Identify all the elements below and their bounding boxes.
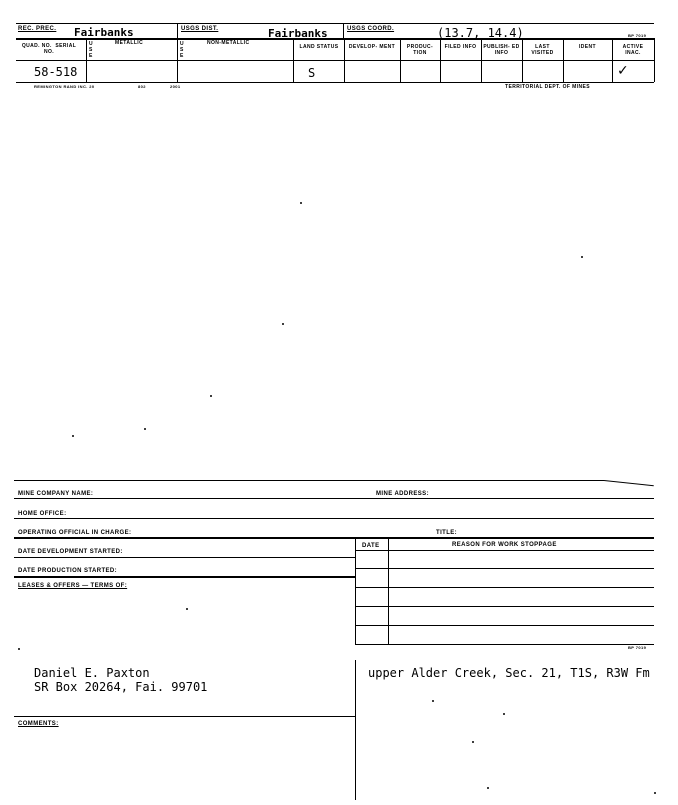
bottom-divider bbox=[355, 660, 356, 800]
owner-address: SR Box 20264, Fai. 99701 bbox=[34, 680, 208, 694]
date-development-label: DATE DEVELOPMENT STARTED: bbox=[18, 549, 123, 555]
col-development: DEVELOP- MENT bbox=[348, 44, 396, 50]
scan-speck bbox=[210, 395, 212, 397]
usgs-coord-label: USGS COORD. bbox=[347, 26, 395, 32]
corner-code: BP 7019 bbox=[628, 33, 647, 38]
scan-speck bbox=[654, 792, 656, 794]
col-use-metallic: U S E bbox=[89, 41, 94, 59]
stoppage-date-sep bbox=[388, 537, 389, 645]
usgs-dist-label: USGS DIST. bbox=[181, 26, 219, 32]
col-sep-pub bbox=[522, 38, 523, 82]
mine-location: upper Alder Creek, Sec. 21, T1S, R3W Fm bbox=[368, 666, 650, 680]
development-line bbox=[14, 557, 355, 558]
col-last-visited: LAST VISITED bbox=[531, 44, 554, 56]
leases-label: LEASES & OFFERS — TERMS OF: bbox=[18, 583, 128, 589]
col-active-inac: ACTIVE INAC. bbox=[622, 44, 644, 56]
mine-company-name-label: MINE COMPANY NAME: bbox=[18, 491, 94, 497]
scan-speck bbox=[282, 323, 284, 325]
active-check-mark: ✓ bbox=[617, 63, 629, 79]
scan-speck bbox=[487, 787, 489, 789]
mine-address-label: MINE ADDRESS: bbox=[376, 491, 429, 497]
official-line bbox=[14, 537, 654, 539]
usgs-coord-value: (13.7, 14.4) bbox=[437, 26, 524, 40]
scan-speck bbox=[186, 608, 188, 610]
col-sep-right bbox=[654, 38, 655, 82]
stoppage-header-line bbox=[355, 550, 654, 551]
top-border bbox=[16, 23, 654, 24]
col-ident: IDENT bbox=[579, 44, 596, 50]
scan-speck bbox=[432, 700, 434, 702]
scan-speck bbox=[503, 713, 505, 715]
stoppage-row-5 bbox=[355, 644, 654, 645]
rec-prec-label: REC. PREC. bbox=[18, 26, 57, 32]
department-name: TERRITORIAL DEPT. OF MINES bbox=[505, 84, 590, 90]
comments-top-line bbox=[14, 716, 355, 717]
col-sep-prod bbox=[440, 38, 441, 82]
scan-speck bbox=[18, 648, 20, 650]
rec-prec-value: Fairbanks bbox=[74, 26, 134, 39]
col-published-info: PUBLISH- ED INFO bbox=[483, 44, 520, 56]
printer-code-a: 802 bbox=[138, 84, 146, 89]
stoppage-row-2 bbox=[355, 587, 654, 588]
printer-code-b: 2001 bbox=[170, 84, 181, 89]
col-production: PRODUC- TION bbox=[406, 44, 434, 56]
quad-serial-value: 58-518 bbox=[34, 65, 78, 79]
usgs-dist-value: Fairbanks bbox=[268, 27, 328, 40]
printer-imprint: REMINGTON RAND INC. 20 bbox=[34, 84, 95, 89]
owner-name: Daniel E. Paxton bbox=[34, 666, 150, 680]
col-sep-metallic bbox=[177, 38, 178, 82]
operating-official-label: OPERATING OFFICIAL IN CHARGE: bbox=[18, 530, 132, 536]
company-line bbox=[14, 498, 654, 499]
home-office-line bbox=[14, 518, 654, 519]
date-header: DATE bbox=[362, 543, 380, 549]
scan-speck bbox=[144, 428, 146, 430]
scan-speck bbox=[300, 202, 302, 204]
col-sep-land bbox=[344, 38, 345, 82]
col-use-nonmetallic: U S E bbox=[180, 41, 185, 59]
date-production-label: DATE PRODUCTION STARTED: bbox=[18, 568, 118, 574]
col-land-status: LAND STATUS bbox=[299, 44, 339, 50]
land-status-value: S bbox=[308, 66, 316, 80]
home-office-label: HOME OFFICE: bbox=[18, 511, 67, 517]
production-line bbox=[14, 576, 355, 578]
title-label: TITLE: bbox=[436, 530, 458, 536]
col-metallic: METALLIC bbox=[115, 40, 144, 46]
scan-speck bbox=[581, 256, 583, 258]
stoppage-row-3 bbox=[355, 606, 654, 607]
record-row-bottom bbox=[16, 82, 654, 83]
col-nonmetallic: NON-METALLIC bbox=[207, 40, 250, 46]
col-sep-ident bbox=[612, 38, 613, 82]
lower-top-curl bbox=[604, 480, 654, 486]
col-sep-dev bbox=[400, 38, 401, 82]
header-sep-1 bbox=[177, 23, 178, 38]
stoppage-row-1 bbox=[355, 568, 654, 569]
col-filed-info: FILED INFO bbox=[444, 44, 477, 50]
col-sep-nonmetallic bbox=[293, 38, 294, 82]
scan-speck bbox=[72, 435, 74, 437]
stoppage-left bbox=[355, 537, 356, 645]
bp-code: BP 7019 bbox=[628, 645, 647, 650]
comments-label: COMMENTS: bbox=[18, 721, 59, 727]
col-sep-serial bbox=[86, 38, 87, 82]
reason-header: REASON FOR WORK STOPPAGE bbox=[452, 542, 557, 548]
col-sep-filed bbox=[481, 38, 482, 82]
col-quad-serial: QUAD. NO. SERIAL NO. bbox=[21, 43, 77, 55]
stoppage-row-4 bbox=[355, 625, 654, 626]
col-sep-last bbox=[563, 38, 564, 82]
scan-speck bbox=[472, 741, 474, 743]
column-header-bottom bbox=[16, 60, 654, 61]
header-sep-2 bbox=[343, 23, 344, 38]
lower-top-line bbox=[14, 480, 604, 481]
